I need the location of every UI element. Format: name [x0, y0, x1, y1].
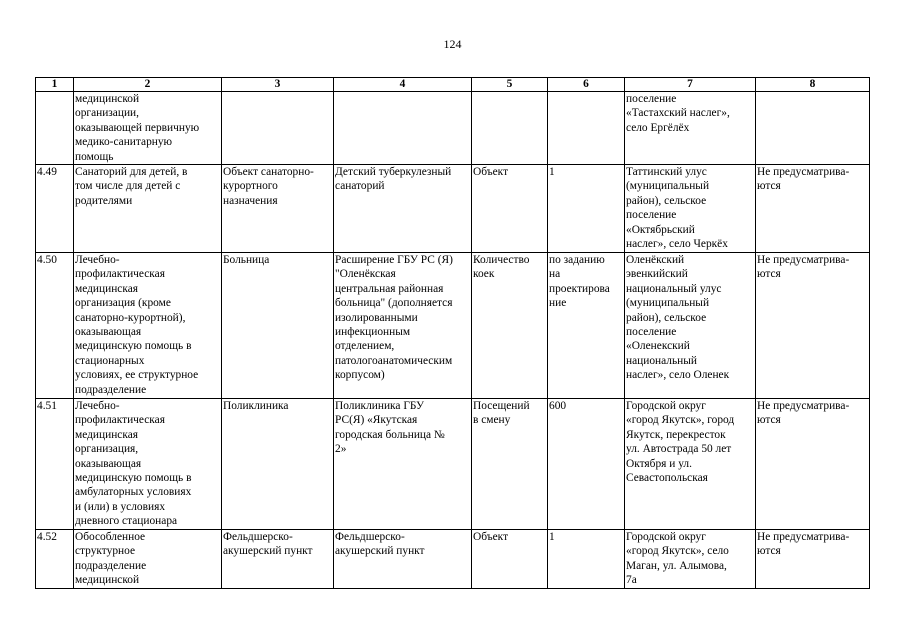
header-col-5: 5 [472, 78, 548, 92]
cell-unit [472, 530, 548, 589]
cell-capacity [548, 92, 625, 165]
cell-text: 4.49 [37, 166, 57, 179]
cell-text: 1 [549, 166, 555, 179]
document-table [35, 77, 870, 589]
cell-name [334, 92, 472, 165]
cell-purpose [222, 165, 334, 253]
cell-text: Поликлиника ГБУ РС(Я) «Якутская городская больница № 2» [335, 400, 445, 456]
cell-purpose [222, 399, 334, 530]
cell-text: 4.51 [37, 400, 57, 413]
cell-purpose [222, 530, 334, 589]
cell-location [625, 92, 756, 165]
cell-zones [756, 165, 870, 253]
header-col-6: 6 [548, 78, 625, 92]
cell-text: 1 [549, 531, 555, 544]
cell-capacity [548, 253, 625, 399]
cell-number [36, 165, 74, 253]
cell-location [625, 253, 756, 399]
table-row-4-52 [36, 530, 870, 589]
cell-name [334, 165, 472, 253]
cell-zones [756, 92, 870, 165]
cell-text: Не предусматрива- ются [757, 400, 850, 427]
cell-text: Объект [473, 166, 509, 179]
header-col-3: 3 [222, 78, 334, 92]
cell-object-type [74, 253, 222, 399]
header-col-7: 7 [625, 78, 756, 92]
page-number: 124 [443, 37, 462, 51]
table-row-4-49 [36, 165, 870, 253]
cell-text: Объект санаторно- курортного назначения [223, 166, 314, 207]
cell-unit [472, 253, 548, 399]
cell-text: Санаторий для детей, в том числе для детей с родителями [75, 166, 188, 207]
cell-text: Лечебно- профилактическая медицинская организация (кроме санаторно-курортной), оказывающая медицинскую помощь в стационарных условиях, ее структурное подразделение [75, 254, 199, 396]
cell-location [625, 530, 756, 589]
cell-text: 600 [549, 400, 567, 413]
cell-text: Оленёкский эвенкийский национальный улус (муниципальный район), сельское поселение «Оленекский национальный наслег», село Оленек [626, 254, 730, 382]
cell-purpose [222, 92, 334, 165]
cell-capacity [548, 165, 625, 253]
cell-zones [756, 530, 870, 589]
cell-zones [756, 253, 870, 399]
cell-number [36, 399, 74, 530]
cell-number [36, 92, 74, 165]
cell-object-type [74, 530, 222, 589]
header-col-1: 1 [36, 78, 74, 92]
cell-object-type [74, 92, 222, 165]
cell-object-type [74, 165, 222, 253]
cell-capacity [548, 399, 625, 530]
cell-number [36, 253, 74, 399]
cell-unit [472, 92, 548, 165]
cell-text: Не предусматрива- ются [757, 254, 850, 281]
cell-text: 4.50 [37, 254, 57, 267]
cell-text: Не предусматрива- ются [757, 166, 850, 193]
cell-location [625, 165, 756, 253]
header-col-8: 8 [756, 78, 870, 92]
table-row-continuation [36, 92, 870, 165]
cell-text: Поликлиника [223, 400, 289, 413]
header-col-2: 2 [74, 78, 222, 92]
cell-zones [756, 399, 870, 530]
cell-text: Городской округ «город Якутск», город Якутск, перекресток ул. Автострада 50 лет Октября и ул. Севастопольская [626, 400, 735, 485]
cell-name [334, 253, 472, 399]
table-row-4-51 [36, 399, 870, 530]
cell-object-type [74, 399, 222, 530]
cell-unit [472, 165, 548, 253]
cell-text: Не предусматрива- ются [757, 531, 850, 558]
header-row [36, 78, 870, 92]
cell-unit [472, 399, 548, 530]
cell-text: Городской округ «город Якутск», село Маган, ул. Алымова, 7а [626, 531, 729, 587]
cell-name [334, 399, 472, 530]
header-col-4: 4 [334, 78, 472, 92]
cell-text: поселение «Тастахский наслег», село Ергёлёх [626, 93, 730, 134]
table-row-4-50 [36, 253, 870, 399]
cell-text: Объект [473, 531, 509, 544]
cell-text: медицинской организации, оказывающей первичную медико-санитарную помощь [75, 93, 200, 163]
cell-text: по заданию на проектирова ние [549, 254, 610, 310]
cell-text: Фельдшерско- акушерский пункт [223, 531, 313, 558]
cell-text: Детский туберкулезный санаторий [335, 166, 452, 193]
cell-name [334, 530, 472, 589]
cell-text: Расширение ГБУ РС (Я) "Оленёкская центральная районная больница" (дополняется изолированными инфекционным отделением, патологоанатомическим корпусом) [335, 254, 453, 382]
cell-text: Больница [223, 254, 270, 267]
cell-text: 4.52 [37, 531, 57, 544]
cell-text: Фельдшерско- акушерский пункт [335, 531, 425, 558]
cell-text: Обособленное структурное подразделение медицинской [75, 531, 147, 587]
cell-number [36, 530, 74, 589]
cell-location [625, 399, 756, 530]
cell-text: Посещений в смену [473, 400, 530, 427]
cell-purpose [222, 253, 334, 399]
cell-capacity [548, 530, 625, 589]
cell-text: Количество коек [473, 254, 530, 281]
cell-text: Лечебно- профилактическая медицинская организация, оказывающая медицинскую помощь в амбулаторных условиях и (или) в условиях дневного стационара [75, 400, 192, 528]
cell-text: Таттинский улус (муниципальный район), сельское поселение «Октябрьский наслег», село Черкёх [626, 166, 728, 251]
